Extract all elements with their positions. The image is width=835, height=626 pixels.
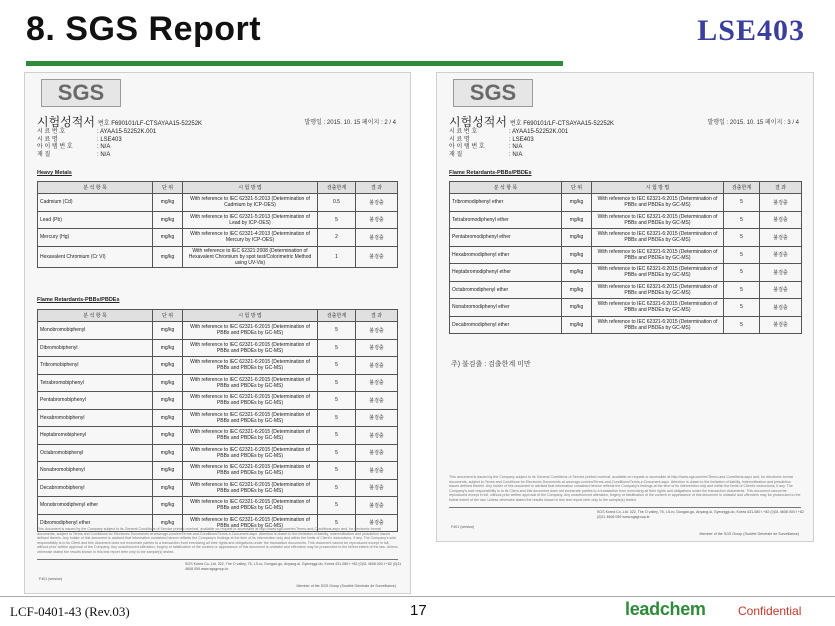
leadchem-logo: leadchem xyxy=(625,599,706,619)
meta-row xyxy=(37,152,156,160)
table-row xyxy=(38,339,398,357)
meta-key: 시 료 명 xyxy=(449,136,470,143)
cell-result: 불검출 xyxy=(356,409,398,427)
report-doc-number: 번호 F690101/LF-CTSAYAA15-52252K xyxy=(97,121,203,128)
cell-method: With reference to IEC 62321-6:2015 (Determination of PBBs and PBDEs by GC-MS) xyxy=(183,462,318,480)
column-header: 분 석 항 목 xyxy=(450,182,562,194)
flame-retardants-label: Flame Retardants-PBBs/PBDEs xyxy=(37,297,120,303)
cell-result: 불검출 xyxy=(356,444,398,462)
cell-item: Tribromobiphenyl xyxy=(38,357,153,375)
cell-mdl: 5 xyxy=(724,316,760,334)
report-doc-number: 번호 F690101/LF-CTSAYAA15-52252K xyxy=(509,121,615,128)
table-row xyxy=(38,479,398,497)
meta-key: 재 질 xyxy=(37,151,51,158)
table-row xyxy=(450,211,802,229)
cell-unit: mg/kg xyxy=(153,462,183,480)
meta-key: 아 이 템 번 호 xyxy=(37,144,73,150)
cell-item: Heptabromobiphenyl xyxy=(38,427,153,445)
cell-unit: mg/kg xyxy=(153,392,183,410)
meta-value: : AYAA15-52252K.001 xyxy=(97,129,157,135)
report-page-3-of-4 xyxy=(436,72,814,542)
cell-method: With reference to IEC 62321-6:2015 (Determination of PBBs and PBDEs by GC-MS) xyxy=(183,479,318,497)
cell-mdl: 5 xyxy=(318,322,356,340)
cell-item: Tetrabromodiphenyl ether xyxy=(450,211,562,229)
column-header: 분 석 항 목 xyxy=(38,182,153,194)
cell-mdl: 5 xyxy=(318,357,356,375)
column-header: 분 석 항 목 xyxy=(38,310,153,322)
cell-unit: mg/kg xyxy=(562,246,592,264)
cell-mdl: 5 xyxy=(318,462,356,480)
cell-result: 불검출 xyxy=(356,339,398,357)
meta-key: 시 료 명 xyxy=(37,136,58,143)
cell-unit: mg/kg xyxy=(153,427,183,445)
cell-result: 불검출 xyxy=(356,462,398,480)
cell-mdl: 5 xyxy=(318,211,356,229)
cell-method: With reference to IEC 62321-6:2015 (Determination of PBBs and PBDEs by GC-MS) xyxy=(183,357,318,375)
cell-result: 불검출 xyxy=(356,479,398,497)
cell-unit: mg/kg xyxy=(153,211,183,229)
cell-method: With reference to IEC 62321-6:2015 (Determination of PBBs and PBDEs by GC-MS) xyxy=(183,514,318,532)
meta-value: : N/A xyxy=(509,144,523,150)
table-row xyxy=(38,357,398,375)
cell-method: With reference to IEC 62321-6:2015 (Determination of PBBs and PBDEs by GC-MS) xyxy=(183,497,318,515)
cell-result: 불검출 xyxy=(356,211,398,229)
table-row xyxy=(450,194,802,212)
cell-method: With reference to IEC 62321-6:2015 (Determination of PBBs and PBDEs by GC-MS) xyxy=(592,281,724,299)
cell-result: 불검출 xyxy=(356,194,398,212)
slide-title: 8. SGS Report xyxy=(26,10,262,48)
cell-mdl: 5 xyxy=(724,246,760,264)
cell-result: 불검출 xyxy=(760,229,802,247)
footer-rule xyxy=(0,596,835,597)
report-form-code: F401 (version) xyxy=(451,525,475,529)
table-row xyxy=(38,497,398,515)
cell-mdl: 5 xyxy=(724,264,760,282)
cell-result: 불검출 xyxy=(356,357,398,375)
cell-unit: mg/kg xyxy=(562,281,592,299)
table-header-row xyxy=(450,182,802,194)
column-header: 시 험 방 법 xyxy=(183,310,318,322)
cell-unit: mg/kg xyxy=(153,444,183,462)
table-row xyxy=(38,374,398,392)
meta-row xyxy=(449,152,568,160)
cell-unit: mg/kg xyxy=(562,264,592,282)
column-header: 결 과 xyxy=(356,182,398,194)
column-header: 단 위 xyxy=(562,182,592,194)
cell-item: Hexavalent Chromium (Cr VI) xyxy=(38,246,153,267)
cell-item: Decabromodiphenyl ether xyxy=(450,316,562,334)
cell-unit: mg/kg xyxy=(562,229,592,247)
cell-method: With reference to IEC 62321-6:2015 (Determination of PBBs and PBDEs by GC-MS) xyxy=(183,392,318,410)
cell-result: 불검출 xyxy=(356,514,398,532)
cell-method: With reference to IEC 62321-6:2015 (Determination of PBBs and PBDEs by GC-MS) xyxy=(592,264,724,282)
cell-item: Dibromodiphenyl ether xyxy=(38,514,153,532)
flame-retardants-table xyxy=(37,309,398,532)
cell-result: 불검출 xyxy=(356,374,398,392)
meta-row xyxy=(449,137,568,145)
cell-item: Pentabromobiphenyl xyxy=(38,392,153,410)
report-date-page: 발행일 : 2015. 10. 15 페이지 : 3 / 4 xyxy=(707,120,799,126)
cell-unit: mg/kg xyxy=(153,514,183,532)
cell-mdl: 5 xyxy=(318,339,356,357)
cell-item: Cadmium (Cd) xyxy=(38,194,153,212)
cell-unit: mg/kg xyxy=(153,229,183,247)
cell-result: 불검출 xyxy=(356,229,398,247)
cell-result: 불검출 xyxy=(356,427,398,445)
cell-result: 불검출 xyxy=(356,497,398,515)
report-meta xyxy=(449,129,568,159)
cell-unit: mg/kg xyxy=(562,299,592,317)
cell-mdl: 5 xyxy=(318,514,356,532)
cell-unit: mg/kg xyxy=(153,246,183,267)
cell-item: Monobromobiphenyl xyxy=(38,322,153,340)
cell-item: Nonabromodiphenyl ether xyxy=(450,299,562,317)
meta-key: 재 질 xyxy=(449,151,463,158)
meta-key: 시 료 번 호 xyxy=(449,129,478,135)
cell-mdl: 5 xyxy=(318,444,356,462)
cell-unit: mg/kg xyxy=(153,497,183,515)
cell-method: With reference to IEC 62321-6:2015 (Determination of PBBs and PBDEs by GC-MS) xyxy=(592,316,724,334)
flame-retardants-table xyxy=(449,181,802,334)
meta-row xyxy=(449,144,568,152)
sgs-logo: SGS xyxy=(453,79,533,107)
cell-unit: mg/kg xyxy=(153,479,183,497)
meta-value: : LSE403 xyxy=(509,136,534,143)
report-footer-address: SGS Korea Co.,Ltd. 322, The O valley, 76, LS-ro, Dongan-gu, Anyang-si, Gyeonggi-do, Korea 431-080 t +82 (0)31 4608 000 f +82 (0)31 4608 059 www.sgsgroup.kr xyxy=(597,510,804,519)
meta-row xyxy=(449,129,568,137)
cell-item: Pentabromodiphenyl ether xyxy=(450,229,562,247)
heavy-metals-label: Heavy Metals xyxy=(37,170,72,176)
table-row xyxy=(38,444,398,462)
cell-mdl: 5 xyxy=(318,497,356,515)
report-footer-copyright: Member of the SGS Group (Société Générale de Surveillance) xyxy=(699,532,799,536)
cell-item: Octabromodiphenyl ether xyxy=(450,281,562,299)
cell-mdl: 1 xyxy=(318,246,356,267)
report-doc-title: 시험성적서 번호 F690101/LF-CTSAYAA15-52252K xyxy=(37,115,203,129)
cell-item: Decabromobiphenyl xyxy=(38,479,153,497)
cell-item: Lead (Pb) xyxy=(38,211,153,229)
report-footer-text: This document is issued by the Company subject to its General Conditions of Service printed overleaf, available on request or accessible at http://www.sgs.com/en/Terms-and-Conditions.aspx and, for electronic format documents, subject to Terms and Conditions for Electronic Documents at www.sgs.com/en/Terms-and-Conditions/Terms-e-Document.aspx. Attention is drawn to the limitation of liability, indemnification and jurisdiction issues defined therein. Any holder of this document is advised that information contained hereon reflects the Company's findings at the time of its intervention only and within the limits of Client's instructions, if any. The Company's sole responsibility is to its Client and this document does not exonerate parties to a transaction from exercising all their rights and obligations under the transaction documents. This document cannot be reproduced except in full, without prior written approval of the Company. Any unauthorized alteration, forgery or falsification of the content or appearance of this document is unlawful and offenders may be prosecuted to the fullest extent of the law. Unless otherwise stated the results shown in this test report refer only to the sample(s) tested. xyxy=(449,475,801,502)
report-doc-title: 시험성적서 번호 F690101/LF-CTSAYAA15-52252K xyxy=(449,115,615,129)
cell-unit: mg/kg xyxy=(153,194,183,212)
table-row xyxy=(450,281,802,299)
meta-row xyxy=(37,144,156,152)
cell-mdl: 5 xyxy=(318,409,356,427)
cell-mdl: 5 xyxy=(318,392,356,410)
result-note: 주) 불검출 : 검출한계 미만 xyxy=(451,361,531,368)
report-form-code: F401 (version) xyxy=(39,577,63,581)
report-page-2-of-4 xyxy=(24,72,411,594)
column-header: 시 험 방 법 xyxy=(592,182,724,194)
flame-retardants-label: Flame Retardants-PBBs/PBDEs xyxy=(449,170,532,176)
meta-value: : AYAA15-52252K.001 xyxy=(509,129,569,135)
cell-method: With reference to IEC 62321-6:2015 (Determination of PBBs and PBDEs by GC-MS) xyxy=(592,246,724,264)
cell-unit: mg/kg xyxy=(562,316,592,334)
cell-item: Hexabromodiphenyl ether xyxy=(450,246,562,264)
cell-item: Nonabromobiphenyl xyxy=(38,462,153,480)
cell-unit: mg/kg xyxy=(153,357,183,375)
cell-method: With reference to IEC 62321-6:2015 (Determination of PBBs and PBDEs by GC-MS) xyxy=(592,194,724,212)
cell-method: With reference to IEC 62321-6:2015 (Determination of PBBs and PBDEs by GC-MS) xyxy=(183,339,318,357)
cell-unit: mg/kg xyxy=(153,339,183,357)
cell-mdl: 5 xyxy=(318,479,356,497)
meta-value: : LSE403 xyxy=(97,136,122,143)
cell-result: 불검출 xyxy=(760,211,802,229)
cell-method: With reference to IEC 62321-6:2015 (Determination of PBBs and PBDEs by GC-MS) xyxy=(183,322,318,340)
footer-divider xyxy=(37,559,398,560)
table-row xyxy=(450,229,802,247)
table-row xyxy=(38,392,398,410)
table-row xyxy=(38,194,398,212)
cell-item: Mercury (Hg) xyxy=(38,229,153,247)
table-row xyxy=(38,229,398,247)
cell-item: Dibromobiphenyl xyxy=(38,339,153,357)
cell-method: With reference to IEC 62321-5:2013 (Determination of Cadmium by ICP-OES) xyxy=(183,194,318,212)
column-header: 결 과 xyxy=(356,310,398,322)
cell-result: 불검출 xyxy=(760,316,802,334)
report-footer-text: This document is issued by the Company subject to its General Conditions of Service printed overleaf, available on request or accessible at http://www.sgs.com/en/Terms-and-Conditions.aspx and, for electronic format documents, subject to Terms and Conditions for Electronic Documents at www.sgs.com/en/Terms-and-Conditions/Terms-e-Document.aspx. Attention is drawn to the limitation of liability, indemnification and jurisdiction issues defined therein. Any holder of this document is advised that information contained hereon reflects the Company's findings at the time of its intervention only and within the limits of Client's instructions, if any. The Company's sole responsibility is to its Client and this document does not exonerate parties to a transaction from exercising all their rights and obligations under the transaction documents. This document cannot be reproduced except in full, without prior written approval of the Company. Any unauthorized alteration, forgery or falsification of the content or appearance of this document is unlawful and offenders may be prosecuted to the fullest extent of the law. Unless otherwise stated the results shown in this test report refer only to the sample(s) tested. xyxy=(37,527,398,554)
column-header: 단 위 xyxy=(153,182,183,194)
table-row xyxy=(450,246,802,264)
meta-row xyxy=(37,137,156,145)
cell-item: Tribromodiphenyl ether xyxy=(450,194,562,212)
report-meta xyxy=(37,129,156,159)
cell-item: Hexabromobiphenyl xyxy=(38,409,153,427)
heavy-metals-table xyxy=(37,181,398,268)
cell-method: With reference to IEC 62321-6:2015 (Determination of PBBs and PBDEs by GC-MS) xyxy=(592,229,724,247)
meta-key: 아 이 템 번 호 xyxy=(449,144,485,150)
table-row xyxy=(38,409,398,427)
cell-method: With reference to IEC 62321-5:2013 (Determination of Lead by ICP-OES) xyxy=(183,211,318,229)
cell-mdl: 5 xyxy=(724,281,760,299)
cell-unit: mg/kg xyxy=(153,374,183,392)
cell-method: With reference to IEC 62321-6:2015 (Determination of PBBs and PBDEs by GC-MS) xyxy=(592,211,724,229)
cell-method: With reference to IEC 62321-6:2015 (Determination of PBBs and PBDEs by GC-MS) xyxy=(183,427,318,445)
model-label: LSE403 xyxy=(697,14,805,47)
cell-method: With reference to IEC 62321:2008 (Determination of Hexavalent Chromium by spot test/Colorimetric Method using UV-Vis) xyxy=(183,246,318,267)
confidential-label: Confidential xyxy=(738,604,802,618)
report-footer-address: SGS Korea Co.,Ltd. 322, The O valley, 76, LS-ro, Dongan-gu, Anyang-si, Gyeonggi-do, Korea 431-080 t +82 (0)31 4608 000 f +82 (0)31 4608 059 www.sgsgroup.kr xyxy=(185,562,402,571)
cell-unit: mg/kg xyxy=(562,194,592,212)
column-header: 검출한계 xyxy=(318,182,356,194)
cell-unit: mg/kg xyxy=(153,409,183,427)
column-header: 결 과 xyxy=(760,182,802,194)
cell-unit: mg/kg xyxy=(562,211,592,229)
cell-unit: mg/kg xyxy=(153,322,183,340)
meta-row xyxy=(37,129,156,137)
report-footer-copyright: Member of the SGS Group (Société Générale de Surveillance) xyxy=(296,584,396,588)
meta-value: : N/A xyxy=(97,144,111,150)
cell-item: Tetrabromobiphenyl xyxy=(38,374,153,392)
cell-mdl: 5 xyxy=(318,427,356,445)
table-header-row xyxy=(38,310,398,322)
table-row xyxy=(450,264,802,282)
table-row xyxy=(38,462,398,480)
page-number: 17 xyxy=(410,602,427,619)
meta-value: : N/A xyxy=(509,151,523,158)
cell-item: Monobromodiphenyl ether xyxy=(38,497,153,515)
cell-result: 불검출 xyxy=(356,392,398,410)
table-row xyxy=(38,211,398,229)
table-header-row xyxy=(38,182,398,194)
cell-result: 불검출 xyxy=(760,246,802,264)
column-header: 검출한계 xyxy=(318,310,356,322)
cell-result: 불검출 xyxy=(760,194,802,212)
column-header: 단 위 xyxy=(153,310,183,322)
sgs-logo: SGS xyxy=(41,79,121,107)
cell-method: With reference to IEC 62321-6:2015 (Determination of PBBs and PBDEs by GC-MS) xyxy=(592,299,724,317)
cell-mdl: 5 xyxy=(724,194,760,212)
cell-mdl: 0.5 xyxy=(318,194,356,212)
cell-method: With reference to IEC 62321-6:2015 (Determination of PBBs and PBDEs by GC-MS) xyxy=(183,409,318,427)
footer-divider xyxy=(449,507,801,508)
column-header: 시 험 방 법 xyxy=(183,182,318,194)
cell-item: Octabromobiphenyl xyxy=(38,444,153,462)
cell-mdl: 5 xyxy=(318,374,356,392)
table-row xyxy=(450,316,802,334)
cell-result: 불검출 xyxy=(356,246,398,267)
cell-mdl: 2 xyxy=(318,229,356,247)
cell-mdl: 5 xyxy=(724,299,760,317)
cell-method: With reference to IEC 62321-6:2015 (Determination of PBBs and PBDEs by GC-MS) xyxy=(183,374,318,392)
title-underline xyxy=(26,61,563,66)
cell-result: 불검출 xyxy=(356,322,398,340)
cell-mdl: 5 xyxy=(724,229,760,247)
table-row xyxy=(450,299,802,317)
cell-method: With reference to IEC 62321-4:2013 (Determination of Mercury by ICP-OES) xyxy=(183,229,318,247)
cell-method: With reference to IEC 62321-6:2015 (Determination of PBBs and PBDEs by GC-MS) xyxy=(183,444,318,462)
table-row xyxy=(38,322,398,340)
meta-key: 시 료 번 호 xyxy=(37,129,66,135)
meta-value: : N/A xyxy=(97,151,111,158)
cell-result: 불검출 xyxy=(760,264,802,282)
cell-result: 불검출 xyxy=(760,281,802,299)
table-row xyxy=(38,246,398,267)
cell-item: Heptabromodiphenyl ether xyxy=(450,264,562,282)
column-header: 검출한계 xyxy=(724,182,760,194)
report-date-page: 발행일 : 2015. 10. 15 페이지 : 2 / 4 xyxy=(304,120,396,126)
document-reference: LCF-0401-43 (Rev.03) xyxy=(10,604,130,619)
table-row xyxy=(38,427,398,445)
cell-mdl: 5 xyxy=(724,211,760,229)
cell-result: 불검출 xyxy=(760,299,802,317)
